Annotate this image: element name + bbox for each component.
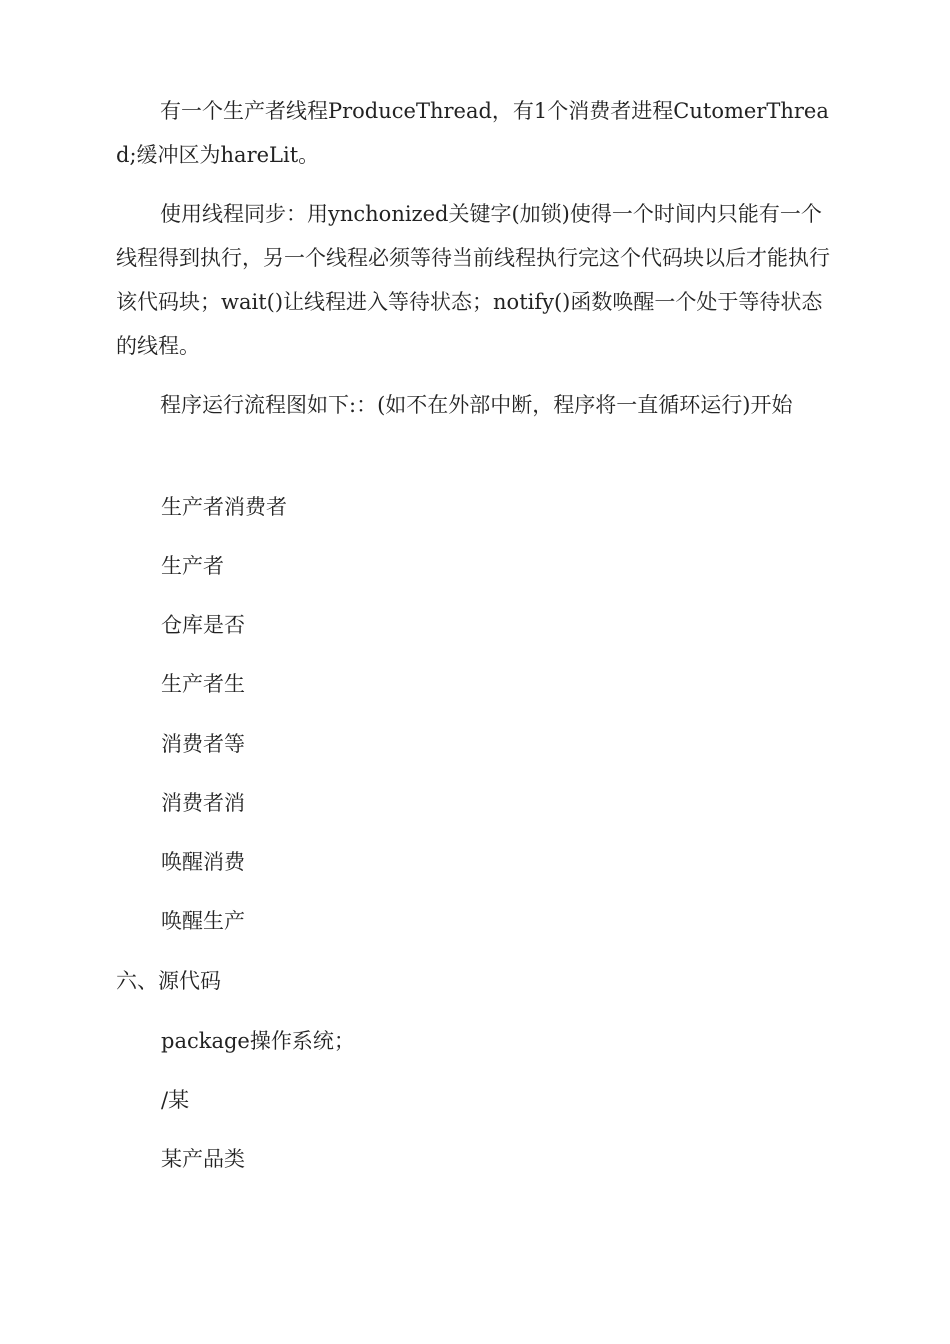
sync-paragraph: 使用线程同步：用ynchonized关键字(加锁)使得一个时间内只能有一个线程得到执行，另一个线程必须等待当前线程执行完这个代码块以后才能执行该代码块；wait()让线程进入等待状态；notify()函数唤醒一个处于等待状态的线程。: [116, 202, 830, 358]
flow-item: 消费者消: [161, 791, 245, 815]
code-line: 某产品类: [161, 1147, 245, 1171]
flow-intro-paragraph: 程序运行流程图如下:：(如不在外部中断，程序将一直循环运行)开始: [160, 393, 793, 417]
code-line: /某: [161, 1088, 190, 1112]
flow-item: 生产者消费者: [161, 495, 287, 519]
flow-item: 仓库是否: [161, 613, 245, 637]
intro-paragraph: 有一个生产者线程ProduceThread，有1个消费者进程CutomerThread;缓冲区为hareLit。: [116, 99, 829, 167]
flow-item: 唤醒生产: [161, 909, 245, 933]
flow-item: 唤醒消费: [161, 850, 245, 874]
flow-item: 生产者生: [161, 672, 245, 696]
section-heading: 六、源代码: [116, 969, 221, 993]
code-line: package操作系统；: [161, 1029, 355, 1053]
flow-item: 生产者: [161, 554, 224, 578]
flow-item: 消费者等: [161, 732, 245, 756]
